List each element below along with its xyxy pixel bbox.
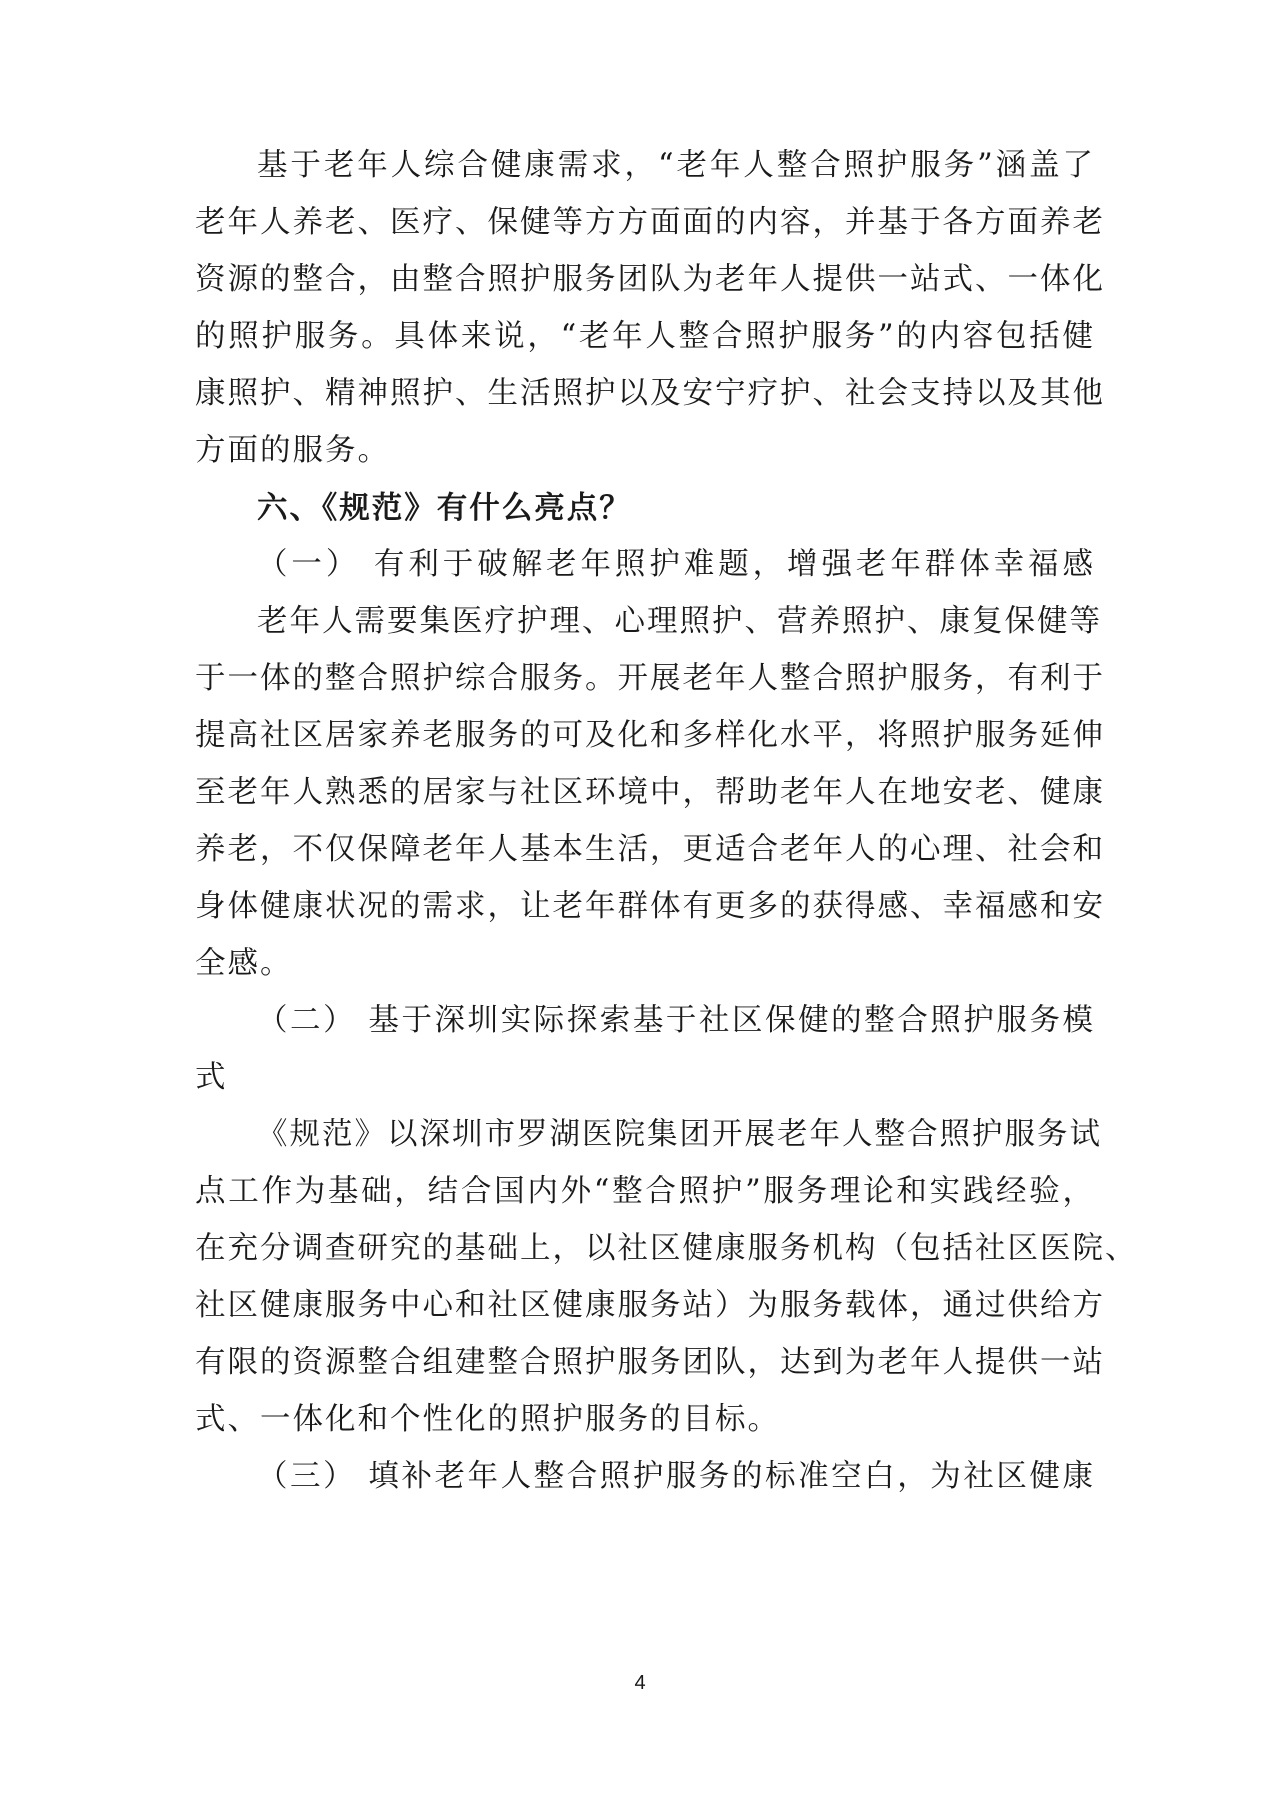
paragraph-3-line-3: 在充分调查研究的基础上，以社区健康服务机构（包括社区医院、: [195, 1231, 1138, 1266]
subheading-2-line-1: （二） 基于深圳实际探索基于社区保健的整合照护服务模: [257, 1003, 1095, 1038]
paragraph-1-line-5: 康照护、精神照护、生活照护以及安宁疗护、社会支持以及其他: [195, 376, 1105, 411]
paragraph-1-line-3: 资源的整合，由整合照护服务团队为老年人提供一站式、一体化: [195, 262, 1105, 297]
subheading-3: （三） 填补老年人整合照护服务的标准空白，为社区健康: [257, 1459, 1095, 1494]
paragraph-1-line-6: 方面的服务。: [195, 433, 390, 468]
page-number: 4: [634, 1672, 646, 1694]
subheading-2-line-2: 式: [195, 1060, 228, 1095]
paragraph-2-line-2: 于一体的整合照护综合服务。开展老年人整合照护服务，有利于: [195, 661, 1105, 696]
paragraph-2-line-6: 身体健康状况的需求，让老年群体有更多的获得感、幸福感和安: [195, 889, 1105, 924]
paragraph-3-line-5: 有限的资源整合组建整合照护服务团队，达到为老年人提供一站: [195, 1345, 1105, 1380]
paragraph-1-line-1: 基于老年人综合健康需求，“老年人整合照护服务”涵盖了: [257, 148, 1095, 183]
section-heading: 六、《规范》有什么亮点？: [257, 490, 632, 526]
subheading-1: （一） 有利于破解老年照护难题，增强老年群体幸福感: [257, 547, 1095, 582]
paragraph-3-line-2: 点工作为基础，结合国内外“整合照护”服务理论和实践经验，: [195, 1174, 1095, 1209]
paragraph-1-line-4: 的照护服务。具体来说，“老年人整合照护服务”的内容包括健: [195, 319, 1095, 354]
paragraph-1-line-2: 老年人养老、医疗、保健等方方面面的内容，并基于各方面养老: [195, 205, 1105, 240]
paragraph-3-line-4: 社区健康服务中心和社区健康服务站）为服务载体，通过供给方: [195, 1288, 1105, 1323]
paragraph-2-line-4: 至老年人熟悉的居家与社区环境中，帮助老年人在地安老、健康: [195, 775, 1105, 810]
paragraph-2-line-7: 全感。: [195, 946, 293, 981]
paragraph-2-line-3: 提高社区居家养老服务的可及化和多样化水平，将照护服务延伸: [195, 718, 1105, 753]
paragraph-2-line-5: 养老，不仅保障老年人基本生活，更适合老年人的心理、社会和: [195, 832, 1105, 867]
paragraph-2-line-1: 老年人需要集医疗护理、心理照护、营养照护、康复保健等: [257, 604, 1102, 639]
paragraph-3-line-6: 式、一体化和个性化的照护服务的目标。: [195, 1402, 780, 1437]
paragraph-3-line-1: 《规范》以深圳市罗湖医院集团开展老年人整合照护服务试: [257, 1117, 1102, 1152]
